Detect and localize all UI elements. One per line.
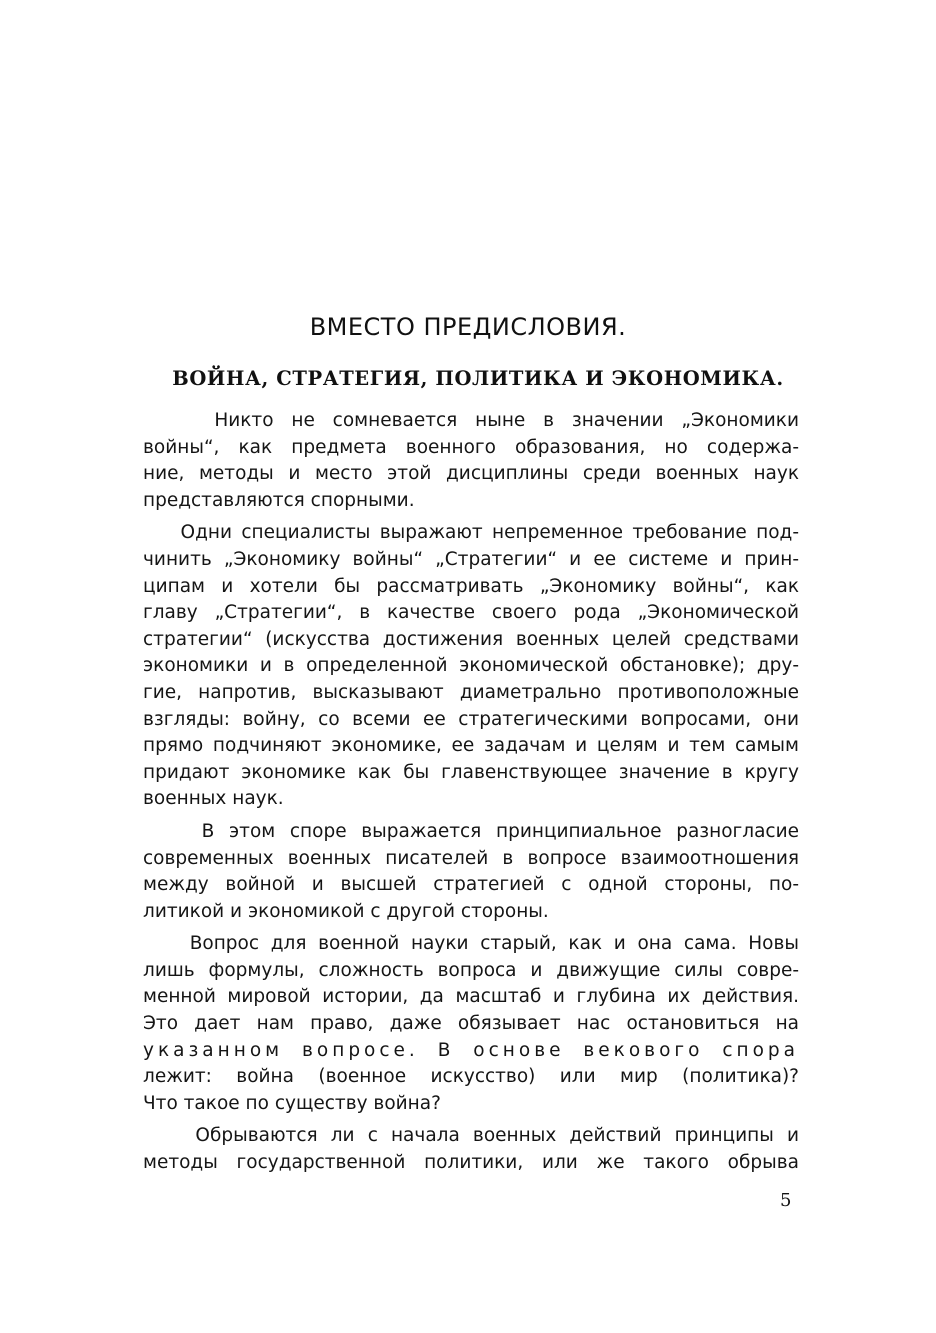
text-line: лишь формулы, сложность вопроса и движущие силы совре- [143, 959, 799, 981]
text-line: придают экономике как бы главенствующее значение в кругу [143, 761, 799, 783]
text-line-emphasis: лежит: война (военное искусство) или мир (политика)? [143, 1066, 799, 1088]
text-line: стратегии“ (искусства достижения военных целей средствами [143, 628, 799, 650]
text-line: методы государственной политики, или же такого обрыва [143, 1152, 799, 1174]
text-line: гие, напротив, высказывают диаметрально противоположные [143, 681, 799, 703]
text-line: войны“, как предмета военного образования, но содержа- [143, 436, 799, 458]
paragraph [143, 520, 799, 813]
text-line: менной мировой истории, да масштаб и глубина их действия. [143, 986, 799, 1008]
text-line: В этом споре выражается принципиальное разногласие [143, 820, 799, 842]
text-line: Что такое по существу война? [143, 1092, 441, 1114]
text-line: Это дает нам право, даже обязывает нас остановиться на [143, 1013, 799, 1035]
text-line: взгляды: войну, со всеми ее стратегическими вопросами, они [143, 708, 799, 730]
body-text [143, 408, 799, 1177]
paragraph [143, 1123, 799, 1176]
text-line: Одни специалисты выражают непременное требование под- [143, 522, 799, 544]
text-line: Обрываются ли с начала военных действий принципы и [143, 1125, 799, 1147]
text-line: ние, методы и место этой дисциплины среди военных наук [143, 463, 799, 485]
text-line: чинить „Экономику войны“ „Стратегии“ и ее системе и прин- [143, 548, 799, 570]
text-line: главу „Стратегии“, в качестве своего рода „Экономической [143, 602, 799, 624]
section-subtitle: ВОЙНА, СТРАТЕГИЯ, ПОЛИТИКА И ЭКОНОМИКА. [172, 367, 784, 390]
section-title: ВМЕСТО ПРЕДИСЛОВИЯ. [309, 313, 627, 341]
page-number: 5 [780, 1190, 792, 1211]
text-line: Вопрос для военной науки старый, как и она сама. Новы [143, 933, 799, 955]
text-line: Никто не сомневается ныне в значении „Экономики [143, 410, 799, 431]
text-line: экономики и в определенной экономической обстановке); дру- [143, 655, 799, 677]
text-line: ципам и хотели бы рассматривать „Экономику войны“, как [143, 575, 799, 597]
paragraph [143, 819, 799, 925]
text-line: современных военных писателей в вопросе взаимоотношения [143, 847, 799, 869]
text-line: литикой и экономикой с другой стороны. [143, 900, 549, 922]
text-line: представляются спорными. [143, 489, 415, 511]
paragraph [143, 931, 799, 1117]
text-line: прямо подчиняют экономике, ее задачам и целям и тем самым [143, 735, 799, 757]
paragraph [143, 408, 799, 514]
text-line: между войной и высшей стратегией с одной стороны, по- [143, 874, 799, 896]
text-line-emphasis: указанном вопросе. В основе векового спора [143, 1039, 799, 1061]
text-line: военных наук. [143, 788, 284, 810]
